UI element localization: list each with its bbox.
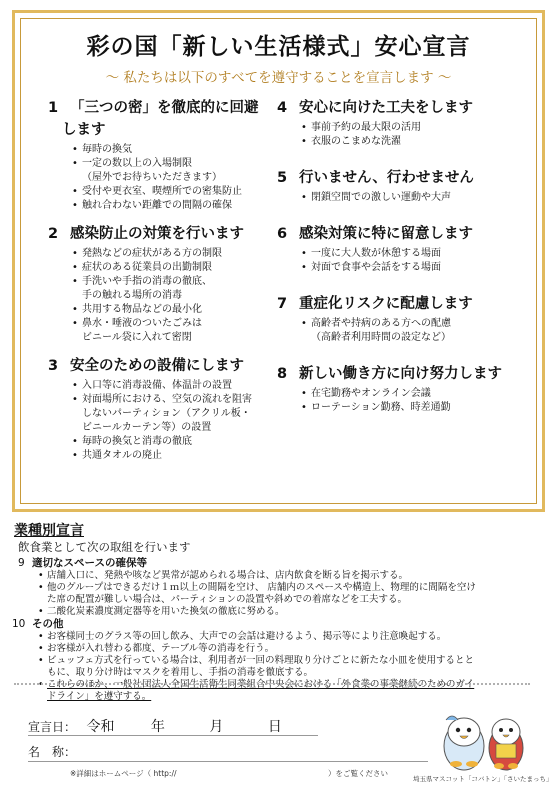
- list-item: • 鼻水・唾液のついたごみは ビニール袋に入れて密閉: [72, 317, 276, 345]
- dotted-divider: [14, 683, 530, 685]
- saitamacchi-mascot: [489, 719, 523, 770]
- section-2: [48, 223, 276, 345]
- section-items: [301, 247, 527, 275]
- section-items: [301, 121, 527, 149]
- list-item: • ビュッフェ方式を行っている場合は、利用者が一回の料理取り分けごとに新たな小皿を使用するとと もに、取り分け時はマスクを着用し、手指の消毒を徹底する。: [38, 655, 474, 679]
- list-item: • 高齢者や持病のある方への配慮 （高齢者利用時間の設定など）: [301, 317, 527, 345]
- section-heading: 適切なスペースの確保等: [32, 557, 147, 569]
- section-number: 5: [277, 170, 288, 186]
- section-number: 1: [48, 100, 59, 116]
- list-item: • 共通タオルの廃止: [72, 449, 276, 463]
- list-item: • お客様が入れ替わる都度、テーブル等の消毒を行う。: [38, 643, 474, 655]
- list-item: • 衣服のこまめな洗濯: [301, 135, 527, 149]
- list-item: • 毎時の換気: [72, 143, 276, 157]
- industry-intro: 飲食業として次の取組を行います: [18, 540, 191, 554]
- section-heading: 感染対策に特に留意します: [299, 226, 473, 242]
- section-items: [301, 317, 527, 345]
- section-7: [277, 293, 527, 345]
- section-items: [301, 387, 527, 415]
- list-item: • 店舗入口に、発熱や咳など異常が認められる場合は、店内飲食を断る旨を掲示する。: [38, 570, 476, 582]
- industry-declaration-title: 業種別宣言: [14, 523, 84, 539]
- section-3: [48, 355, 276, 463]
- section-heading: 安心に向けた工夫をします: [299, 100, 473, 116]
- section-number: 8: [277, 366, 288, 382]
- name-underline: [28, 761, 428, 762]
- section-items: [38, 631, 474, 703]
- section-4: [277, 97, 527, 149]
- section-8: [277, 363, 527, 415]
- list-item: • 共用する物品などの最小化: [72, 303, 276, 317]
- name-label: 名 称：: [28, 745, 77, 759]
- list-item: • 症状のある従業員の出勤制限: [72, 261, 276, 275]
- section-heading: 感染防止の対策を行います: [70, 226, 244, 242]
- list-item: • ローテーション勤務、時差通勤: [301, 401, 527, 415]
- list-item: • 入口等に消毒設備、体温計の設置: [72, 379, 276, 393]
- section-number: 7: [277, 296, 288, 312]
- section-number: 9: [18, 557, 25, 569]
- footnote-left: ※詳細はホームページ（ http://: [70, 769, 177, 778]
- date-underline: [28, 735, 318, 736]
- month-label: 月: [209, 719, 224, 735]
- list-item: • 二酸化炭素濃度測定器等を用いた換気の徹底に努める。: [38, 606, 476, 618]
- section-5: [277, 167, 527, 205]
- section-9: [18, 557, 476, 618]
- list-item: • 一度に大人数が休憩する場面: [301, 247, 527, 261]
- page-subtitle: ～ 私たちは以下のすべてを遵守することを宣言します ～: [105, 70, 452, 86]
- mascot-caption: 埼玉県マスコット「コバトン」「さいたまっち」: [413, 775, 553, 783]
- section-number: 6: [277, 226, 288, 242]
- year-label: 年: [150, 719, 165, 735]
- section-number: 4: [277, 100, 288, 116]
- list-item: • 発熱などの症状がある方の制限: [72, 247, 276, 261]
- section-items: [72, 143, 276, 213]
- list-item: • お客様同士のグラス等の回し飲み、大声での会話は避けるよう、掲示等により注意喚起する。: [38, 631, 474, 643]
- section-heading-cont: します: [62, 122, 106, 138]
- era-label: 令和: [86, 719, 115, 735]
- list-item: • 事前予約の最大限の活用: [301, 121, 527, 135]
- declaration-date-label: 宣言日：: [28, 720, 77, 734]
- day-label: 日: [267, 719, 282, 735]
- section-heading: 重症化リスクに配慮します: [299, 296, 473, 312]
- left-column: [48, 97, 276, 469]
- section-number: 2: [48, 226, 59, 242]
- list-item: • 受付や更衣室、喫煙所での密集防止: [72, 185, 276, 199]
- footnote-right: ）をご覧ください: [328, 769, 388, 778]
- list-item: • 他のグループはできるだけ１ｍ以上の間隔を空け、 店舗内のスペースや構造上、物理的に間隔を空け た席の配置が難しい場合は、パーティションの設置や斜めでの着席などを工夫する。: [38, 582, 476, 606]
- section-heading: 新しい働き方に向け努力します: [299, 366, 502, 382]
- page-title: 彩の国「新しい生活様式」安心宣言: [86, 34, 471, 60]
- list-item: • 毎時の換気と消毒の徹底: [72, 435, 276, 449]
- right-column: [277, 97, 527, 421]
- section-number: 3: [48, 358, 59, 374]
- mascot-illustration: [436, 704, 532, 774]
- section-heading: 安全のための設備にします: [70, 358, 244, 374]
- section-items: [72, 247, 276, 345]
- section-heading: 行いません、行わせません: [299, 170, 474, 186]
- list-item: • 閉鎖空間での激しい運動や大声: [301, 191, 527, 205]
- list-item: • 一定の数以上の入場制限 （屋外でお待ちいただきます）: [72, 157, 276, 185]
- list-item: • 手洗いや手指の消毒の徹底、 手の触れる場所の消毒: [72, 275, 276, 303]
- kobaton-mascot: [444, 716, 484, 770]
- section-items: [301, 191, 527, 205]
- declaration-date-row: [28, 716, 282, 736]
- list-item: • 対面場所における、空気の流れを阻害 しないパーティション（アクリル板・ ビニールカーテン等）の設置: [72, 393, 276, 435]
- footnote: [70, 768, 388, 779]
- section-heading: その他: [32, 618, 64, 630]
- section-number: 10: [12, 618, 26, 630]
- list-item: • これらのほか、一般社団法人全国生活衛生同業組合中央会における「外食業の事業継続のためのガイ ドライン」を遵守する。: [38, 679, 474, 703]
- section-items: [72, 379, 276, 463]
- section-6: [277, 223, 527, 275]
- list-item: • 対面で食事や会話をする場面: [301, 261, 527, 275]
- section-10: [12, 618, 475, 703]
- list-item: • 在宅勤務やオンライン会議: [301, 387, 527, 401]
- list-item: • 触れ合わない距離での間隔の確保: [72, 199, 276, 213]
- section-items: [38, 570, 476, 618]
- section-heading: 「三つの密」を徹底的に回避: [70, 100, 259, 116]
- section-1: [48, 97, 276, 213]
